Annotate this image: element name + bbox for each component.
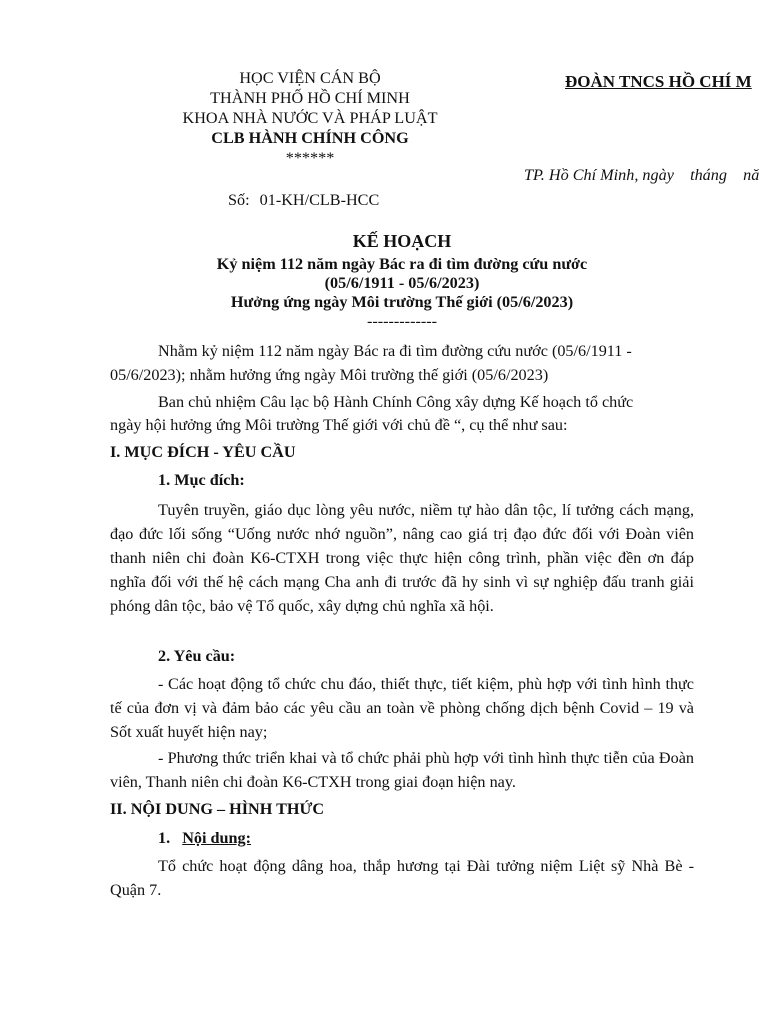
- doc-number: [228, 191, 379, 210]
- stars-divider: ******: [285, 149, 335, 167]
- requirement-2: - Phương thức triển khai và tổ chức phải phù hợp với tình hình thực tiễn của Đoàn viên, Thanh niên chi đoàn K6-CTXH trong giai đoạn hiện nay.: [110, 749, 694, 791]
- section-2-heading: II. NỘI DUNG – HÌNH THỨC: [110, 800, 325, 818]
- date-line: TP. Hồ Chí Minh, ngày tháng nă: [524, 166, 760, 184]
- intro-2-line-1: Ban chủ nhiệm Câu lạc bộ Hành Chính Công xây dựng Kế hoạch tổ chức: [158, 393, 634, 411]
- doc-subtitle-1: Kỷ niệm 112 năm ngày Bác ra đi tìm đường cứu nước: [216, 255, 588, 273]
- union-org-title: ĐOÀN TNCS HỒ CHÍ M: [565, 72, 752, 91]
- doc-subtitle-3: Hưởng ứng ngày Môi trường Thế giới (05/6/2023): [230, 293, 574, 311]
- doc-number-value: 01-KH/CLB-HCC: [259, 191, 380, 209]
- intro-2-line-2: ngày hội hưởng ứng Môi trường Thế giới với chủ đề “, cụ thể như sau:: [110, 416, 568, 434]
- intro-1-line-2: 05/6/2023); nhằm hưởng ứng ngày Môi trường thế giới (05/6/2023): [110, 366, 549, 384]
- org-line-3: KHOA NHÀ NƯỚC VÀ PHÁP LUẬT: [182, 109, 438, 127]
- org-line-1: HỌC VIỆN CÁN BỘ: [239, 69, 381, 87]
- doc-number-label: Số:: [228, 191, 250, 209]
- content-paragraph: Tổ chức hoạt động dâng hoa, thắp hương tại Đài tưởng niệm Liệt sỹ Nhà Bè - Quận 7.: [110, 857, 694, 899]
- doc-subtitle-2: (05/6/1911 - 05/6/2023): [324, 274, 480, 292]
- intro-1-line-1: Nhằm kỷ niệm 112 năm ngày Bác ra đi tìm đường cứu nước (05/6/1911 -: [158, 342, 632, 360]
- org-line-4: CLB HÀNH CHÍNH CÔNG: [211, 129, 409, 147]
- title-divider: -------------: [366, 312, 438, 330]
- subsection-requirements: 2. Yêu cầu:: [158, 647, 236, 665]
- subsection-content-label: Nội dung:: [182, 829, 252, 847]
- org-line-2: THÀNH PHỐ HỒ CHÍ MINH: [210, 89, 410, 107]
- subsection-purpose: 1. Mục đích:: [158, 471, 245, 489]
- doc-title: KẾ HOẠCH: [352, 231, 452, 251]
- requirement-1: - Các hoạt động tổ chức chu đáo, thiết thực, tiết kiệm, phù hợp với tình hình thực tế của đơn vị và đảm bảo các yêu cầu an toàn về phòng chống dịch bệnh Covid – 19 và Sốt xuất huyết hiện nay;: [110, 675, 694, 741]
- subsection-content-number: 1.: [158, 829, 171, 847]
- section-1-heading: I. MỤC ĐÍCH - YÊU CẦU: [110, 443, 296, 461]
- subsection-content: [158, 829, 251, 848]
- purpose-paragraph: Tuyên truyền, giáo dục lòng yêu nước, niềm tự hào dân tộc, lí tưởng cách mạng, đạo đức lối sống “Uống nước nhớ nguồn”, nâng cao giá trị đạo đức đối với Đoàn viên thanh niên chi đoàn K6-CTXH trong việc thực hiện công trình, phần việc đền ơn đáp nghĩa đối với thế hệ cách mạng Cha anh đi trước đã hy sinh vì sự nghiệp đấu tranh giải phóng dân tộc, bảo vệ Tổ quốc, xây dựng chủ nghĩa xã hội.: [110, 501, 694, 615]
